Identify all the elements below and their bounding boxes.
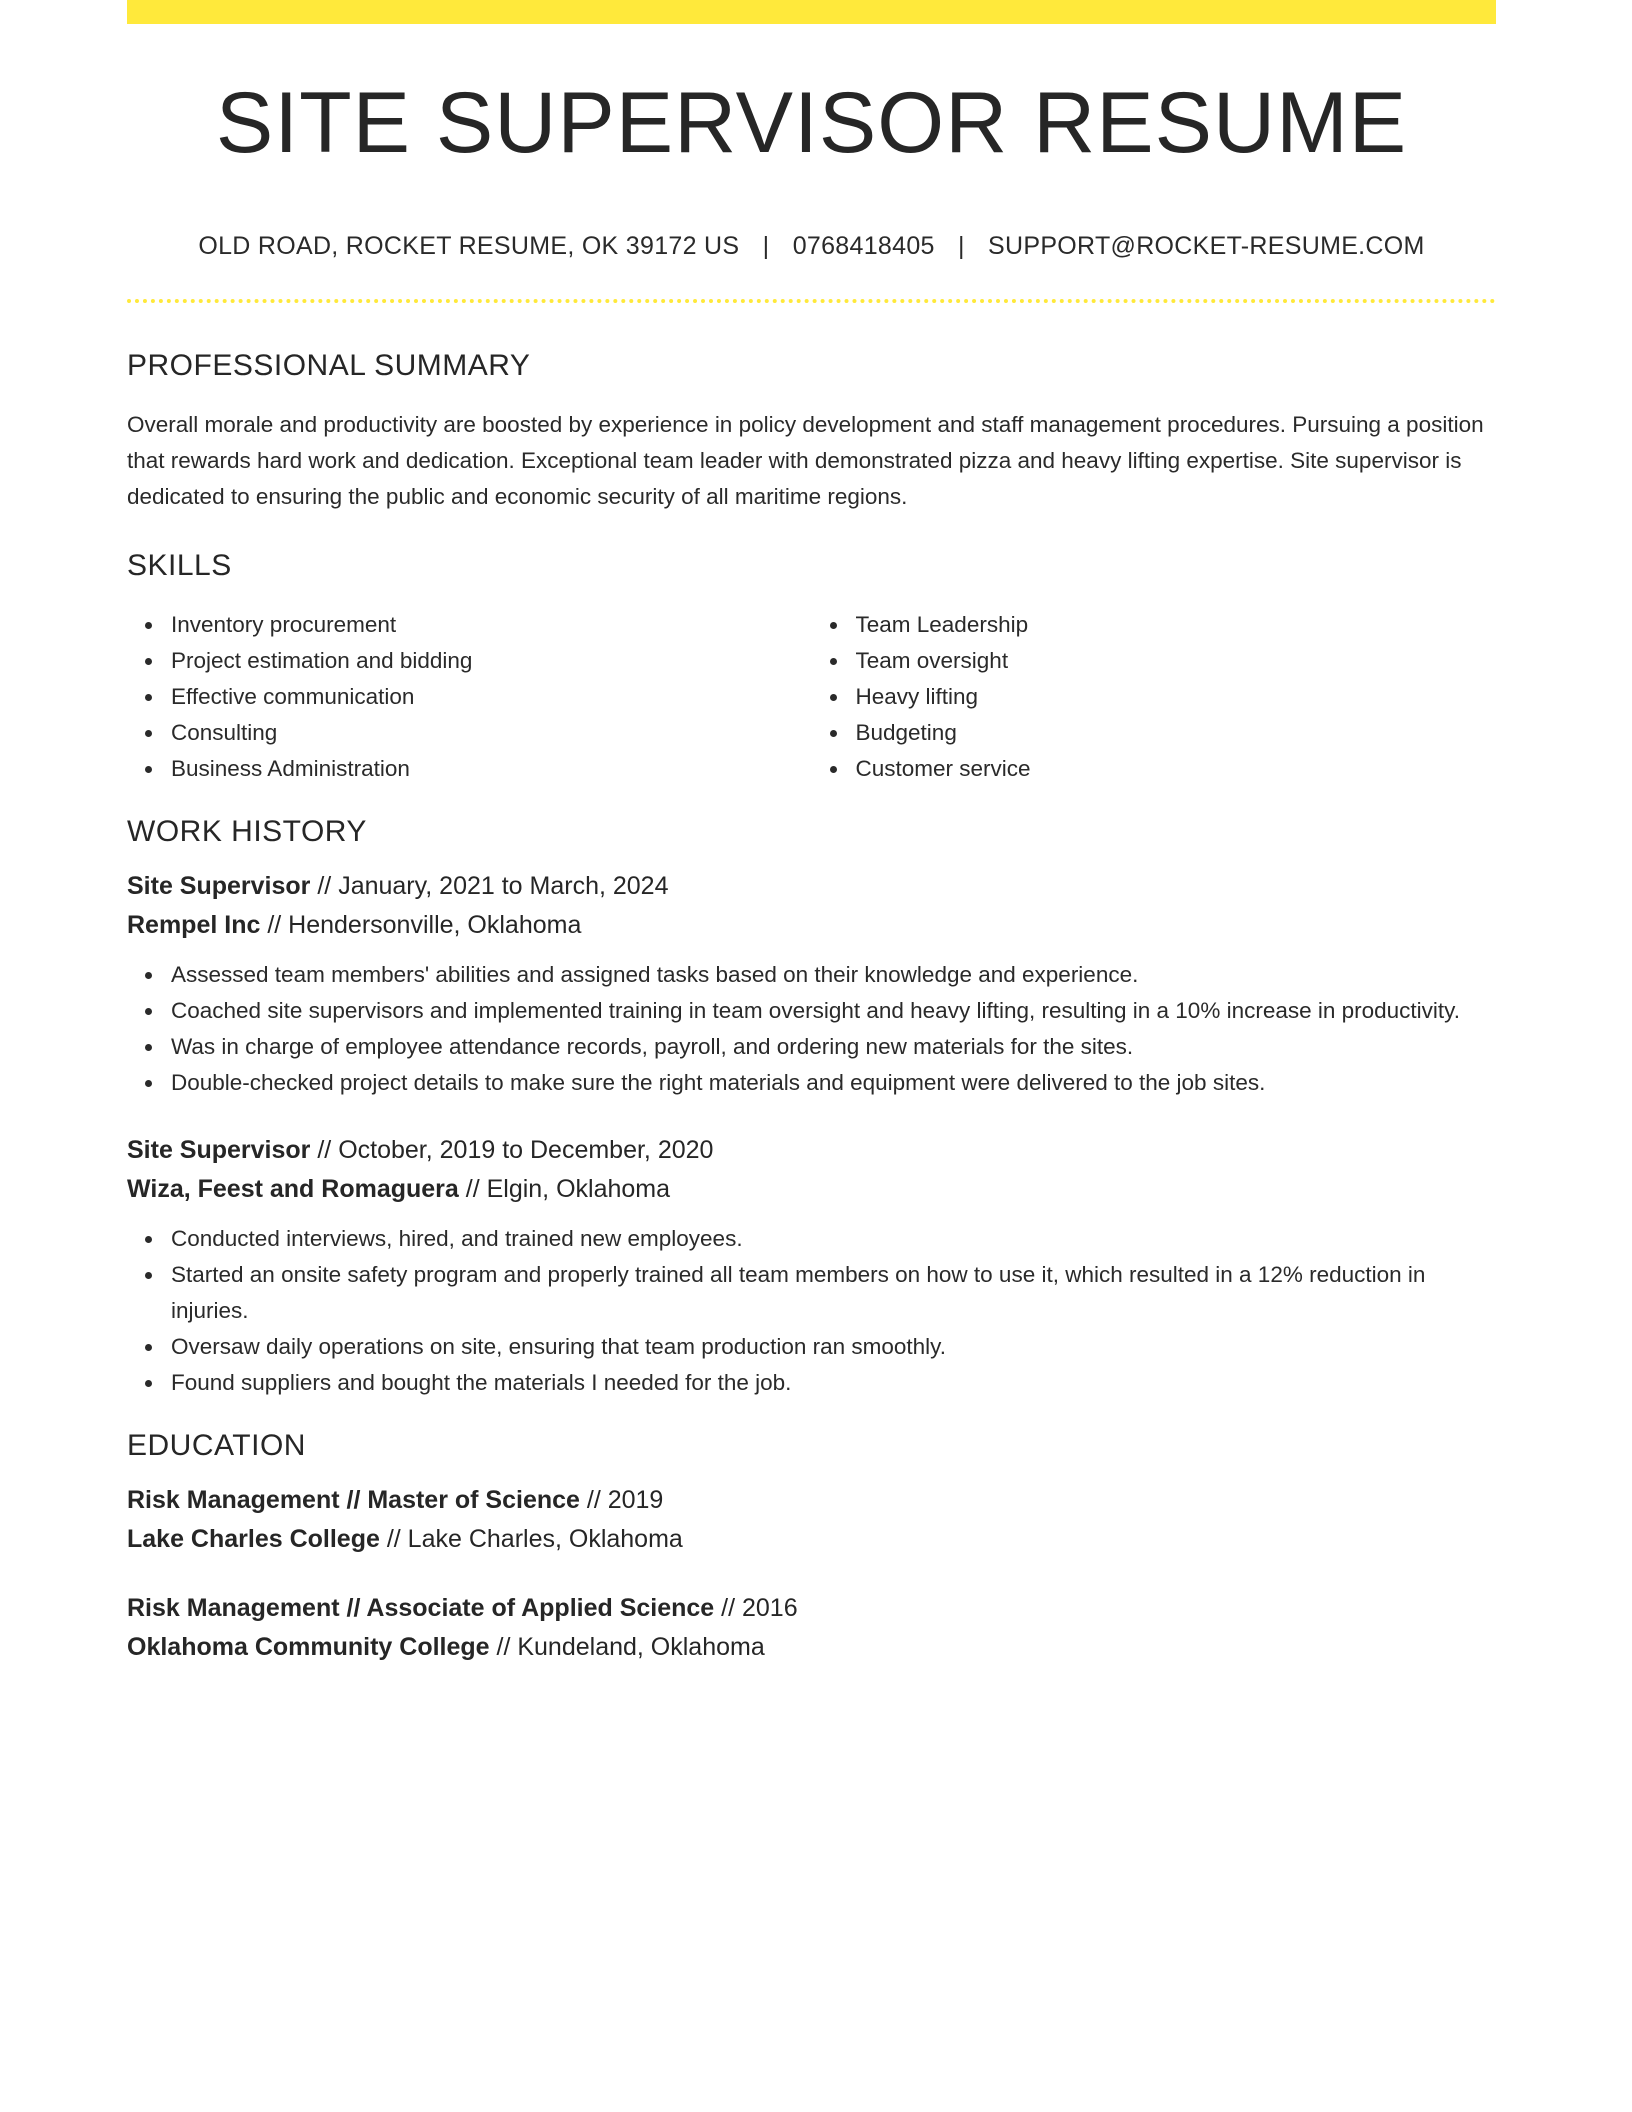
skills-column-right bbox=[812, 607, 1497, 787]
skill-item: Business Administration bbox=[171, 751, 812, 787]
education-school: Lake Charles College bbox=[127, 1525, 380, 1553]
summary-section bbox=[127, 349, 1496, 515]
education-school-line bbox=[127, 1520, 1496, 1559]
contact-email: SUPPORT@ROCKET-RESUME.COM bbox=[988, 232, 1425, 260]
skills-heading: SKILLS bbox=[127, 549, 232, 582]
job-bullet: Conducted interviews, hired, and trained new employees. bbox=[171, 1221, 1496, 1257]
work-history-heading: WORK HISTORY bbox=[127, 815, 367, 848]
job-location: // Elgin, Oklahoma bbox=[458, 1175, 671, 1203]
skill-item: Heavy lifting bbox=[856, 679, 1497, 715]
work-history-section bbox=[127, 815, 1496, 1401]
education-degree: Risk Management // Master of Science bbox=[127, 1486, 580, 1514]
skills-column-left bbox=[127, 607, 812, 787]
job-bullet: Coached site supervisors and implemented training in team oversight and heavy lifting, resulting in a 10% increase in productivity. bbox=[171, 993, 1496, 1029]
skill-item: Budgeting bbox=[856, 715, 1497, 751]
education-school-line bbox=[127, 1628, 1496, 1667]
dotted-divider bbox=[127, 299, 1496, 303]
skill-item: Team Leadership bbox=[856, 607, 1497, 643]
education-year: // 2019 bbox=[579, 1486, 664, 1514]
contact-phone: 0768418405 bbox=[792, 232, 935, 260]
job-company: Rempel Inc bbox=[127, 911, 261, 939]
skills-section bbox=[127, 549, 1496, 787]
job-entry bbox=[127, 1131, 1496, 1401]
education-section bbox=[127, 1429, 1496, 1667]
job-title-line bbox=[127, 867, 1496, 906]
education-school: Oklahoma Community College bbox=[127, 1633, 490, 1661]
skill-item: Team oversight bbox=[856, 643, 1497, 679]
job-bullets bbox=[127, 1221, 1496, 1401]
job-bullet: Double-checked project details to make sure the right materials and equipment were delivered to the job sites. bbox=[171, 1065, 1496, 1101]
contact-separator: | bbox=[762, 232, 770, 260]
education-year: // 2016 bbox=[714, 1594, 798, 1622]
contact-address: OLD ROAD, ROCKET RESUME, OK 39172 US bbox=[198, 232, 740, 260]
education-entry bbox=[127, 1589, 1496, 1667]
job-bullets bbox=[127, 957, 1496, 1101]
job-title-line bbox=[127, 1131, 1496, 1170]
job-company-line bbox=[127, 1170, 1496, 1209]
accent-bar bbox=[127, 0, 1496, 24]
job-bullet: Started an onsite safety program and properly trained all team members on how to use it, which resulted in a 12% reduction in injuries. bbox=[171, 1257, 1496, 1329]
contact-separator: | bbox=[957, 232, 965, 260]
job-location: // Hendersonville, Oklahoma bbox=[260, 911, 582, 939]
education-entry bbox=[127, 1481, 1496, 1559]
skill-item: Consulting bbox=[171, 715, 812, 751]
job-title: Site Supervisor bbox=[127, 1136, 311, 1164]
summary-heading: PROFESSIONAL SUMMARY bbox=[127, 349, 531, 382]
resume-title: SITE SUPERVISOR RESUME bbox=[215, 75, 1408, 171]
education-heading: EDUCATION bbox=[127, 1429, 306, 1462]
skill-item: Project estimation and bidding bbox=[171, 643, 812, 679]
job-dates: // January, 2021 to March, 2024 bbox=[310, 872, 669, 900]
job-bullet: Oversaw daily operations on site, ensuring that team production ran smoothly. bbox=[171, 1329, 1496, 1365]
job-dates: // October, 2019 to December, 2020 bbox=[310, 1136, 714, 1164]
resume-page bbox=[127, 0, 1496, 1667]
education-location: // Kundeland, Oklahoma bbox=[489, 1633, 765, 1661]
job-title: Site Supervisor bbox=[127, 872, 311, 900]
job-bullet: Found suppliers and bought the materials I needed for the job. bbox=[171, 1365, 1496, 1401]
job-company: Wiza, Feest and Romaguera bbox=[127, 1175, 459, 1203]
summary-text: Overall morale and productivity are boosted by experience in policy development and staff management procedures. Pursuing a position that rewards hard work and dedication. Exceptional team leader with demonstrated pizza and heavy lifting expertise. Site supervisor is dedicated to ensuring the public and economic security of all maritime regions. bbox=[127, 412, 1484, 509]
skill-item: Inventory procurement bbox=[171, 607, 812, 643]
job-bullet: Was in charge of employee attendance records, payroll, and ordering new materials for the sites. bbox=[171, 1029, 1496, 1065]
education-degree-line bbox=[127, 1589, 1496, 1628]
education-degree: Risk Management // Associate of Applied Science bbox=[127, 1594, 715, 1622]
job-entry bbox=[127, 867, 1496, 1101]
education-location: // Lake Charles, Oklahoma bbox=[379, 1525, 683, 1553]
skills-grid bbox=[127, 607, 1496, 787]
skill-item: Effective communication bbox=[171, 679, 812, 715]
education-degree-line bbox=[127, 1481, 1496, 1520]
job-company-line bbox=[127, 906, 1496, 945]
contact-line bbox=[127, 232, 1496, 261]
job-bullet: Assessed team members' abilities and assigned tasks based on their knowledge and experience. bbox=[171, 957, 1496, 993]
skill-item: Customer service bbox=[856, 751, 1497, 787]
